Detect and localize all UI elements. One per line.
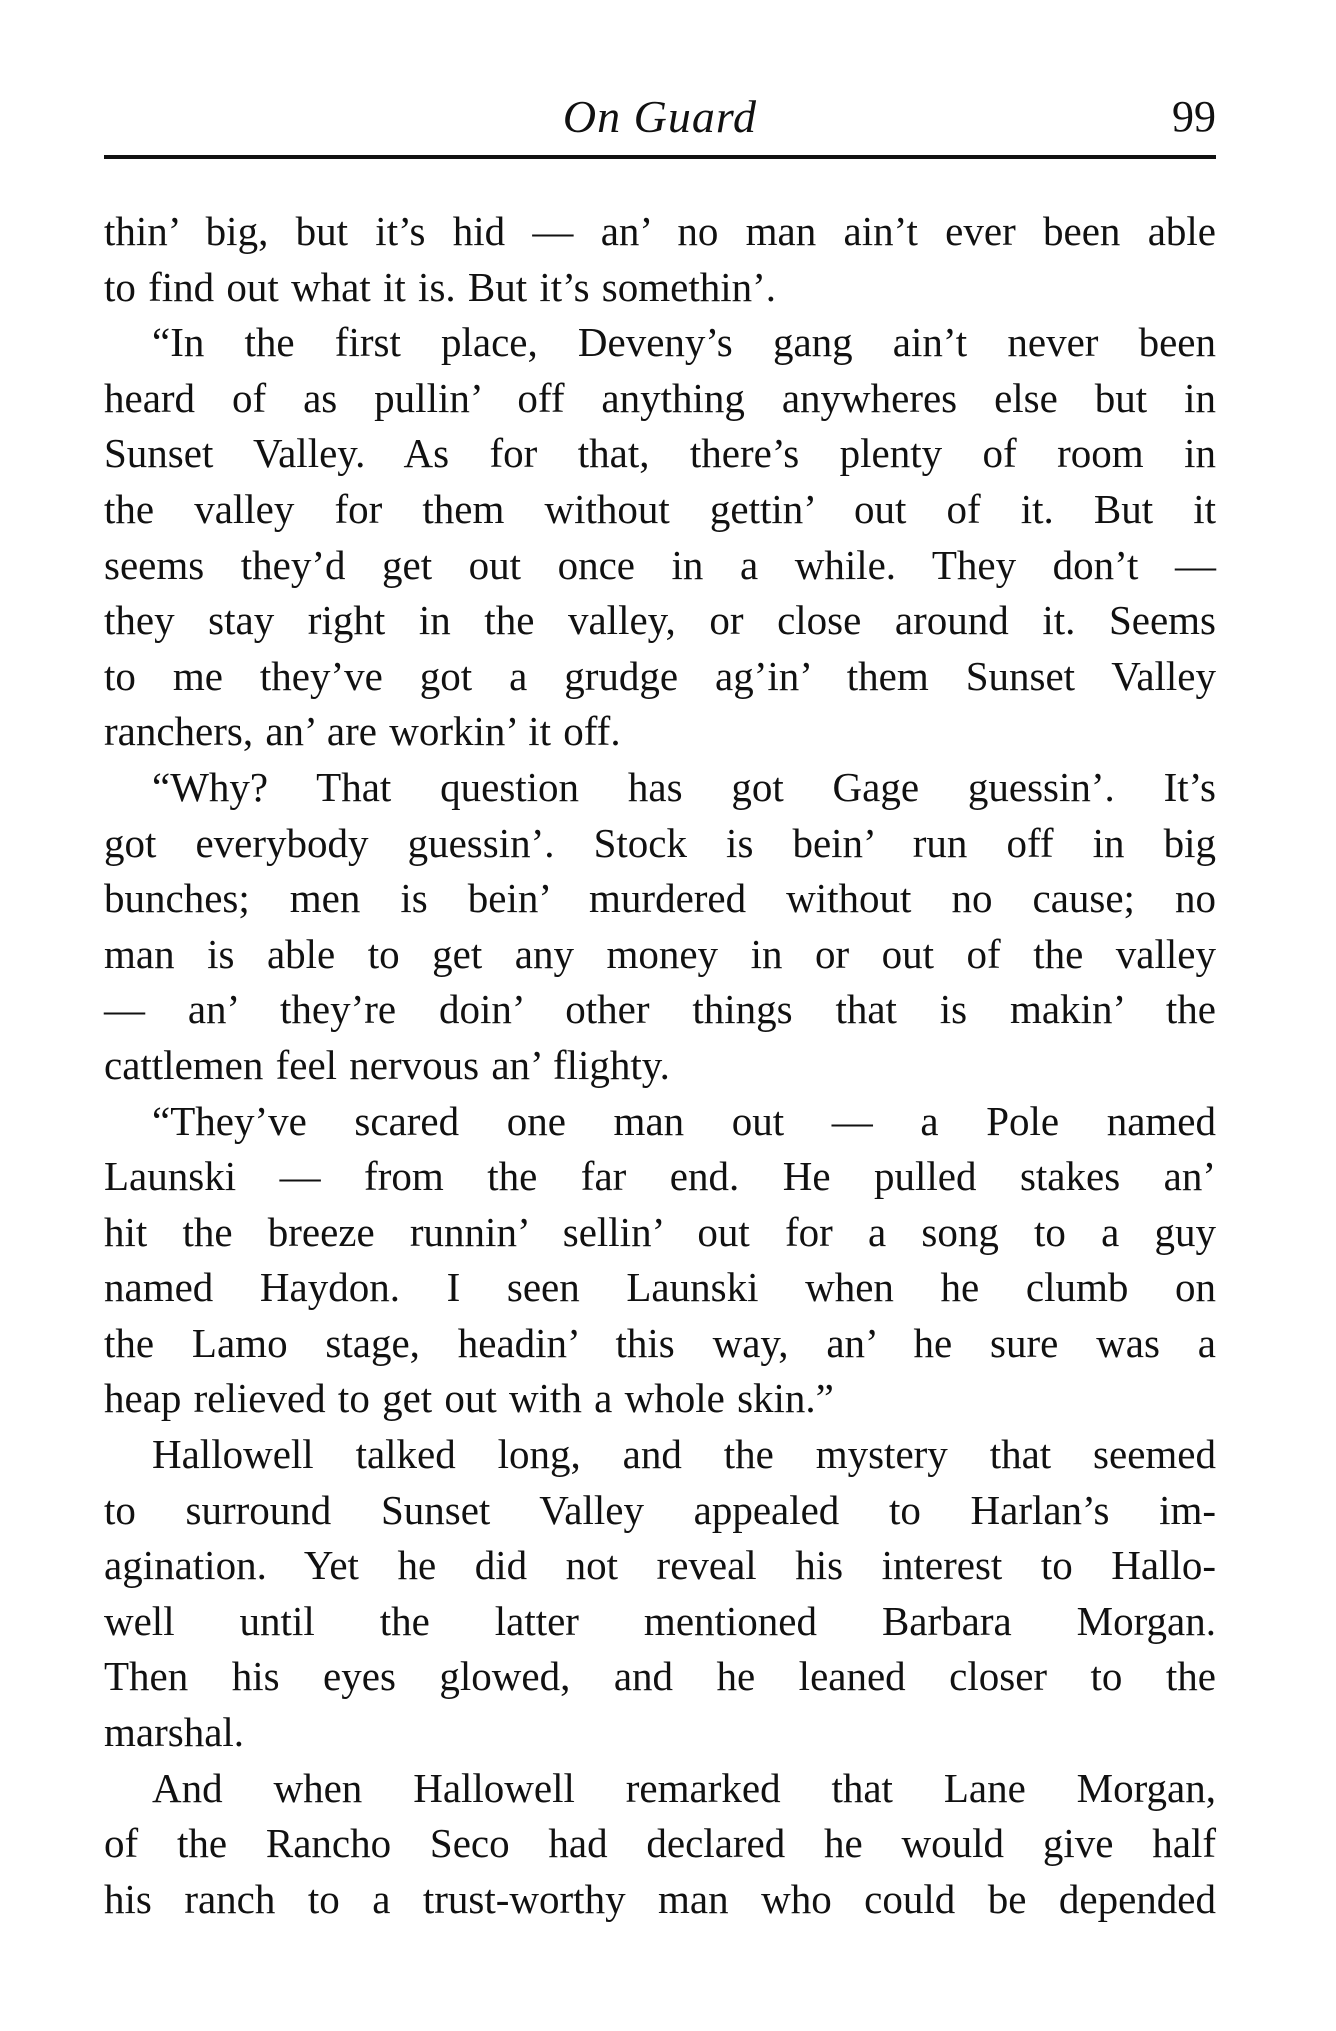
text-line: heap relieved to get out with a whole skin.” (104, 1375, 834, 1422)
text-line: “Why? That question has got Gage guessin’. It’s (152, 763, 1216, 810)
text-line: Then his eyes glowed, and he leaned closer to the (104, 1653, 1216, 1700)
text-line: bunches; men is bein’ murdered without no cause; no (104, 875, 1216, 922)
text-line: to surround Sunset Valley appealed to Harlan’s im- (104, 1486, 1216, 1533)
text-line: Hallowell talked long, and the mystery that seemed (152, 1431, 1216, 1478)
text-line: — an’ they’re doin’ other things that is makin’ the (104, 986, 1216, 1033)
running-head (104, 84, 1216, 150)
running-title: On Guard (562, 91, 758, 142)
text-line: well until the latter mentioned Barbara Morgan. (104, 1597, 1216, 1644)
body-text (104, 204, 1216, 1927)
text-line: the valley for them without gettin’ out of it. But it (104, 485, 1216, 532)
text-line: heard of as pullin’ off anything anywheres else but in (104, 374, 1216, 421)
text-line: Launski — from the far end. He pulled stakes an’ (104, 1153, 1216, 1200)
text-line: hit the breeze runnin’ sellin’ out for a song to a guy (104, 1208, 1216, 1255)
text-line: to me they’ve got a grudge ag’in’ them Sunset Valley (104, 652, 1216, 699)
text-line: to find out what it is. But it’s somethin’. (104, 263, 776, 310)
text-line: And when Hallowell remarked that Lane Morgan, (152, 1764, 1216, 1811)
text-line: cattlemen feel nervous an’ flighty. (104, 1041, 670, 1088)
text-line: ranchers, an’ are workin’ it off. (104, 708, 621, 755)
text-line: the Lamo stage, headin’ this way, an’ he sure was a (104, 1319, 1216, 1366)
text-line: marshal. (104, 1709, 245, 1756)
text-line: got everybody guessin’. Stock is bein’ run off in big (104, 819, 1216, 866)
text-line: they stay right in the valley, or close around it. Seems (104, 597, 1216, 644)
text-line: of the Rancho Seco had declared he would give half (104, 1820, 1216, 1867)
text-line: named Haydon. I seen Launski when he clumb on (104, 1264, 1216, 1311)
text-line: Sunset Valley. As for that, there’s plenty of room in (104, 430, 1216, 477)
text-line: seems they’d get out once in a while. They don’t — (104, 541, 1216, 588)
text-line: “In the first place, Deveny’s gang ain’t never been (152, 319, 1216, 366)
header-rule (104, 155, 1216, 159)
page-number: 99 (1172, 92, 1216, 141)
text-line: his ranch to a trust-worthy man who could be depended (104, 1875, 1216, 1922)
text-line: man is able to get any money in or out of the valley (104, 930, 1216, 977)
text-line: thin’ big, but it’s hid — an’ no man ain’t ever been able (104, 208, 1216, 254)
text-line: agination. Yet he did not reveal his interest to Hallo- (104, 1542, 1216, 1589)
text-line: “They’ve scared one man out — a Pole named (152, 1097, 1216, 1144)
